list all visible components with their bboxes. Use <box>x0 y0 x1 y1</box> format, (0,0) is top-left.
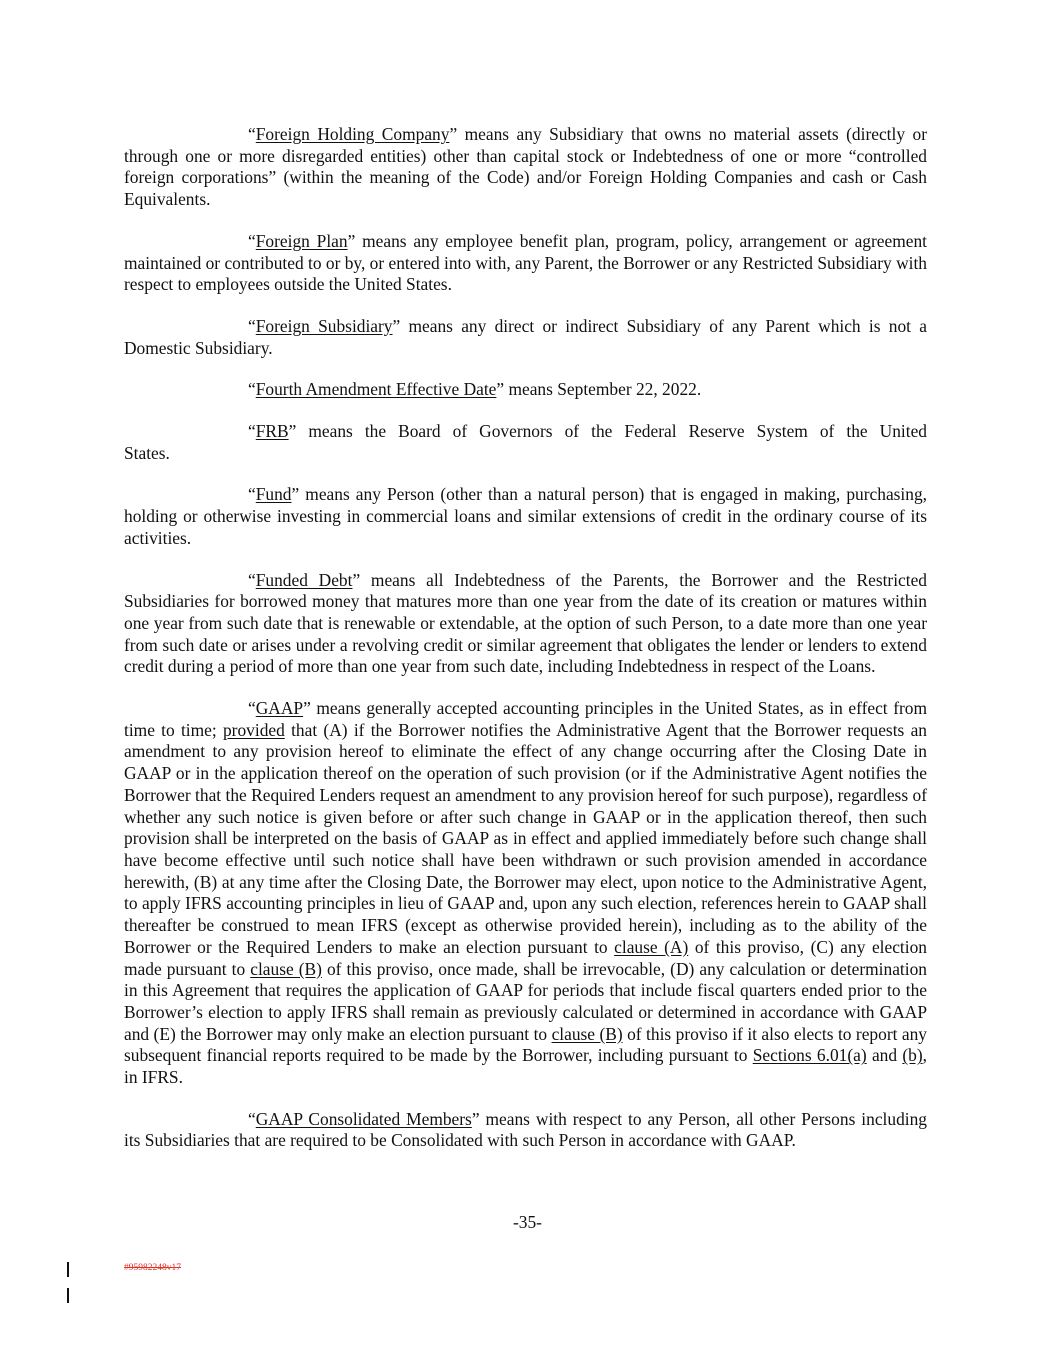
open-quote: “ <box>248 1108 256 1129</box>
defined-term: Foreign Plan <box>255 230 348 251</box>
definition-foreign-plan <box>124 231 927 296</box>
frb-first-line <box>124 421 927 443</box>
definition-text: ” means any Person (other than a natural person) that is engaged in making, purchasing, holding or otherwise investing in commercial loans and similar extensions of credit in the ordinary course of its activities. <box>124 484 927 548</box>
page-number: -35- <box>513 1212 542 1232</box>
clause-b-reference: clause (B) <box>250 958 322 979</box>
sections-reference: Sections 6.01(a) <box>752 1045 867 1066</box>
defined-term: Fourth Amendment Effective Date <box>255 379 497 400</box>
frb-tail: States. <box>124 442 170 463</box>
defined-term: GAAP <box>255 698 304 719</box>
section-b-reference: (b) <box>902 1045 923 1066</box>
definition-foreign-holding-company <box>124 124 927 211</box>
defined-term: Fund <box>255 484 292 505</box>
document-body <box>124 124 927 1172</box>
open-quote: “ <box>248 421 256 442</box>
definition-text: ” means September 22, 2022. <box>496 379 702 400</box>
defined-term: FRB <box>255 421 289 442</box>
defined-term: Foreign Holding Company <box>255 124 450 144</box>
definition-gaap-consolidated-members <box>124 1109 927 1152</box>
open-quote: “ <box>248 484 256 505</box>
definition-foreign-subsidiary <box>124 316 927 359</box>
clause-a-reference: clause (A) <box>614 936 689 957</box>
definition-fourth-amendment-effective-date <box>124 379 927 401</box>
definition-text: of this proviso if it also elects to report any subsequent financial reports required to be made by the Borrower, including pursuant to <box>124 1023 928 1066</box>
definition-funded-debt <box>124 570 927 679</box>
definition-text: ” means the Board of Governors of the Federal Reserve System of the United <box>288 421 927 442</box>
definition-frb <box>124 421 927 464</box>
definition-text: of this proviso, (C) any election made pursuant to <box>124 936 927 979</box>
definition-text: of this proviso, once made, shall be irrevocable, (D) any calculation or determination in this Agreement that requires the application of GAAP for periods that include fiscal quarters ended prior to the Borrower’s election to apply IFRS shall remain as previously calculated or determined in accordance with GAAP and (E) the Borrower may only make an election pursuant to <box>124 958 927 1044</box>
definition-text: ” means generally accepted accounting principles in the United States, as in effect from time to time; <box>124 698 927 740</box>
definition-text: ” means with respect to any Person, all other Persons including its Subsidiaries that are required to be Consolidated with such Person in accordance with GAAP. <box>124 1108 927 1151</box>
change-bar <box>67 1288 69 1303</box>
definition-text: , in IFRS. <box>124 1045 927 1088</box>
definition-text: that (A) if the Borrower notifies the Administrative Agent that the Borrower requests an amendment to any provision hereof to eliminate the effect of any change occurring after the Closing Date in GAAP or in the application thereof on the operation of such provision (or if the Administrative Agent notifies the Borrower that the Required Lenders request an amendment to any provision hereof for such purpose), regardless of whether any such notice is given before or after such change in GAAP or in the application thereof, then such provision shall be interpreted on the basis of GAAP as in effect and applied immediately before such change shall have become effective until such notice shall have been withdrawn or such provision amended in accordance herewith, (B) at any time after the Closing Date, the Borrower may elect, upon notice to the Administrative Agent, to apply IFRS accounting principles in lieu of GAAP and, upon any such election, references herein to GAAP shall thereafter be construed to mean IFRS (except as otherwise provided herein), including as to the ability of the Borrower or the Required Lenders to make an election pursuant to <box>124 719 927 957</box>
defined-term: Funded Debt <box>255 569 353 590</box>
open-quote: “ <box>248 230 256 251</box>
definition-text: ” means any direct or indirect Subsidiary of any Parent which is not a Domestic Subsidiary. <box>124 315 927 358</box>
clause-b-reference: clause (B) <box>551 1023 623 1044</box>
open-quote: “ <box>248 379 256 400</box>
provided-term: provided <box>222 719 285 740</box>
defined-term: Foreign Subsidiary <box>255 315 393 336</box>
open-quote: “ <box>248 124 256 144</box>
defined-term: GAAP Consolidated Members <box>255 1108 472 1129</box>
definition-text: and <box>866 1045 903 1066</box>
definition-text: ” means any Subsidiary that owns no material assets (directly or through one or more disregarded entities) other than capital stock or Indebtedness of one or more “controlled foreign corporations” (within the meaning of the Code) and/or Foreign Holding Companies and cash or Cash Equivalents. <box>124 124 927 210</box>
document-id: #95982248v17 <box>124 1263 181 1273</box>
open-quote: “ <box>248 315 256 336</box>
definition-text: ” means all Indebtedness of the Parents, the Borrower and the Restricted Subsidiaries for borrowed money that matures more than one year from the date of its creation or matures within one year from such date that is renewable or extendable, at the option of such Person, to a date more than one year from such date or arises under a revolving credit or similar agreement that obligates the lender or lenders to extend credit during a period of more than one year from such date, including Indebtedness in respect of the Loans. <box>124 569 928 677</box>
open-quote: “ <box>248 698 256 719</box>
definition-gaap <box>124 698 927 1089</box>
definition-fund <box>124 484 927 549</box>
open-quote: “ <box>248 569 256 590</box>
change-bar <box>67 1262 69 1277</box>
definition-text: ” means any employee benefit plan, program, policy, arrangement or agreement maintained or contributed to or by, or entered into with, any Parent, the Borrower or any Restricted Subsidiary with respect to employees outside the United States. <box>124 230 927 295</box>
